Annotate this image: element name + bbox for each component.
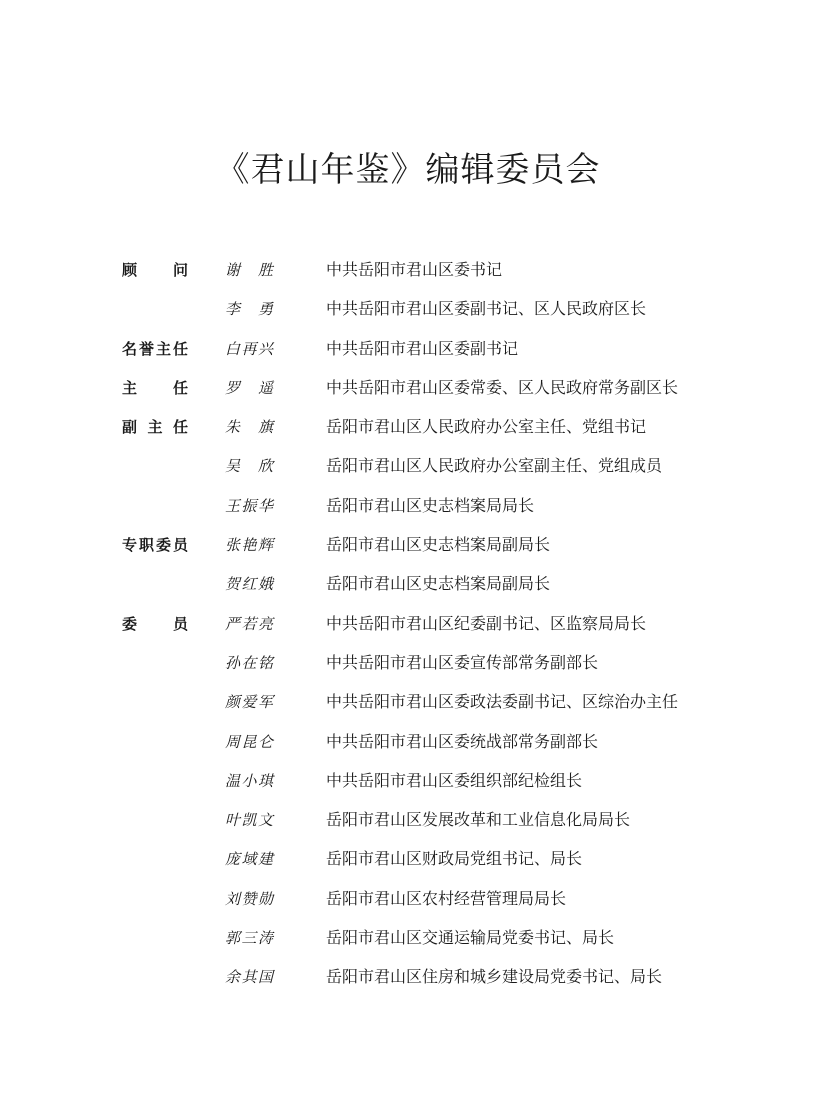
member-position: 岳阳市君山区财政局党组书记、局长 — [326, 849, 583, 869]
member-name: 温小琪 — [225, 771, 273, 790]
member-position: 岳阳市君山区人民政府办公室副主任、党组成员 — [326, 456, 663, 476]
member-name: 王振华 — [225, 496, 273, 515]
page-title: 《君山年鉴》编辑委员会 — [215, 150, 601, 190]
member-name: 朱 旗 — [225, 418, 273, 437]
member-role: 顾 问 — [122, 261, 188, 279]
member-name: 刘赞勋 — [225, 889, 273, 908]
member-name: 吴 欣 — [225, 457, 273, 476]
roster-row — [0, 446, 816, 485]
member-position: 中共岳阳市君山区委副书记、区人民政府区长 — [326, 299, 647, 319]
member-position: 中共岳阳市君山区委宣传部常务副部长 — [326, 652, 599, 672]
member-role: 副主任 — [122, 418, 188, 437]
member-position: 岳阳市君山区住房和城乡建设局党委书记、局长 — [326, 967, 663, 987]
member-name: 周昆仑 — [225, 732, 273, 751]
member-position: 中共岳阳市君山区委组织部纪检组长 — [326, 770, 583, 790]
member-name: 罗 遥 — [225, 378, 273, 397]
member-name: 孙在铭 — [225, 653, 273, 672]
member-name: 叶凯文 — [225, 811, 273, 830]
member-name: 颜爱军 — [225, 693, 273, 712]
member-position: 中共岳阳市君山区委常委、区人民政府常务副区长 — [326, 377, 679, 397]
member-position: 岳阳市君山区史志档案局副局长 — [326, 574, 551, 594]
member-name: 张艳辉 — [225, 536, 273, 555]
roster-row — [0, 525, 816, 564]
member-position: 岳阳市君山区交通运输局党委书记、局长 — [326, 928, 615, 948]
member-position: 中共岳阳市君山区委副书记 — [326, 338, 519, 358]
roster-row — [0, 564, 816, 603]
member-position: 岳阳市君山区发展改革和工业信息化局局长 — [326, 810, 631, 830]
roster-row — [0, 643, 816, 682]
roster-row — [0, 604, 816, 643]
member-position: 岳阳市君山区史志档案局副局长 — [326, 535, 551, 555]
member-role: 主 任 — [122, 378, 188, 397]
member-position: 岳阳市君山区农村经营管理局局长 — [326, 888, 567, 908]
member-name: 庞域建 — [225, 850, 273, 869]
member-name: 郭三涛 — [225, 929, 273, 948]
member-name: 谢 胜 — [225, 261, 273, 279]
member-role: 委 员 — [122, 614, 188, 633]
roster-row — [0, 800, 816, 839]
member-name: 白再兴 — [225, 339, 273, 358]
roster-row — [0, 368, 816, 407]
member-position: 中共岳阳市君山区委统战部常务副部长 — [326, 731, 599, 751]
member-role: 名誉主任 — [122, 339, 188, 358]
roster-row — [0, 879, 816, 918]
member-position: 岳阳市君山区人民政府办公室主任、党组书记 — [326, 417, 647, 437]
committee-roster — [0, 250, 816, 997]
roster-row — [0, 682, 816, 721]
member-role: 专职委员 — [122, 536, 188, 555]
roster-row — [0, 957, 816, 996]
roster-row — [0, 289, 816, 328]
member-name: 余其国 — [225, 968, 273, 987]
member-position: 中共岳阳市君山区委书记 — [326, 260, 503, 279]
roster-row — [0, 761, 816, 800]
member-name: 贺红娥 — [225, 575, 273, 594]
member-position: 中共岳阳市君山区委政法委副书记、区综治办主任 — [326, 692, 679, 712]
member-name: 严若亮 — [225, 614, 273, 633]
roster-row — [0, 839, 816, 878]
roster-row — [0, 329, 816, 368]
member-name: 李 勇 — [225, 300, 273, 319]
member-position: 中共岳阳市君山区纪委副书记、区监察局局长 — [326, 613, 647, 633]
member-position: 岳阳市君山区史志档案局局长 — [326, 495, 535, 515]
roster-row — [0, 407, 816, 446]
roster-row — [0, 486, 816, 525]
roster-row — [0, 250, 816, 289]
roster-row — [0, 918, 816, 957]
roster-row — [0, 722, 816, 761]
